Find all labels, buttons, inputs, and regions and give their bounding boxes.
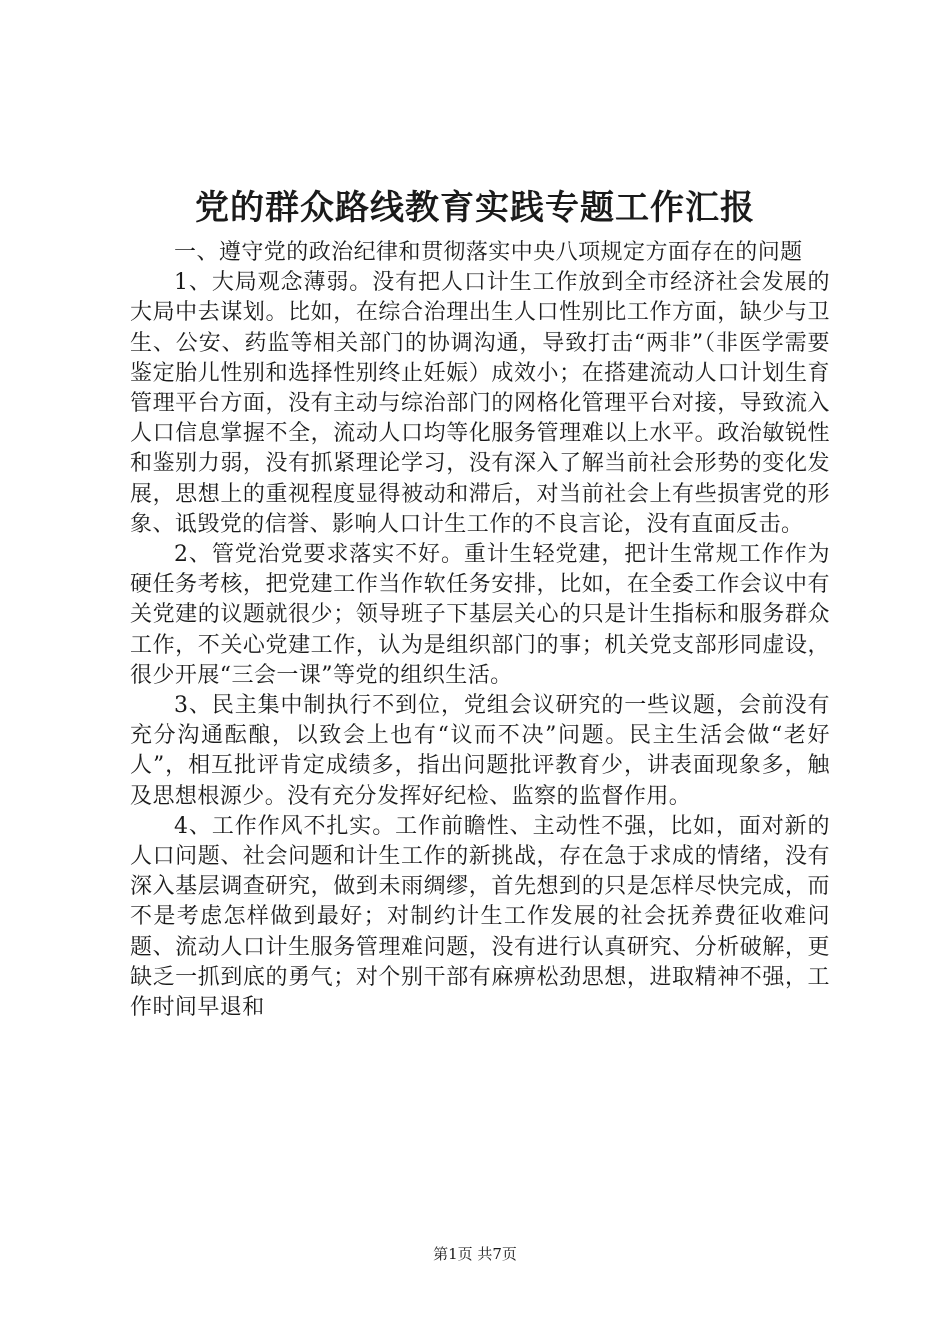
document-title: 党的群众路线教育实践专题工作汇报 bbox=[195, 188, 755, 228]
paragraph-item-2: 2、管党治党要求落实不好。重计生轻党建，把计生常规工作作为硬任务考核，把党建工作当作软任务安排，比如，在全委工作会议中有关党建的议题就很少；领导班子下基层关心的只是计生指标和服务群众工作，不关心党建工作，认为是组织部门的事；机关党支部形同虚设，很少开展“三会一课”等党的组织生活。 bbox=[130, 542, 830, 688]
paragraph-item-1: 1、大局观念薄弱。没有把人口计生工作放到全市经济社会发展的大局中去谋划。比如，在综合治理出生人口性别比工作方面，缺少与卫生、公安、药监等相关部门的协调沟通，导致打击“两非”（非医学需要鉴定胎儿性别和选择性别终止妊娠）成效小；在搭建流动人口计划生育管理平台方面，没有主动与综治部门的网格化管理平台对接，导致流入人口信息掌握不全，流动人口均等化服务管理难以上水平。政治敏锐性和鉴别力弱，没有抓紧理论学习，没有深入了解当前社会形势的变化发展，思想上的重视程度显得被动和滞后，对当前社会上有些损害党的形象、诋毁党的信誉、影响人口计生工作的不良言论，没有直面反击。 bbox=[130, 270, 830, 537]
paragraph-section-heading: 一、遵守党的政治纪律和贯彻落实中央八项规定方面存在的问题 bbox=[174, 240, 803, 265]
paragraph-item-3: 3、民主集中制执行不到位，党组会议研究的一些议题，会前没有充分沟通酝酿，以致会上也有“议而不决”问题。民主生活会做“老好人”，相互批评肯定成绩多，指出问题批评教育少，讲表面现象多，触及思想根源少。没有充分发挥好纪检、监察的监督作用。 bbox=[130, 693, 830, 809]
paragraph-item-4: 4、工作作风不扎实。工作前瞻性、主动性不强，比如，面对新的人口问题、社会问题和计生工作的新挑战，存在急于求成的情绪，没有深入基层调查研究，做到未雨绸缪，首先想到的只是怎样尽快完成，而不是考虑怎样做到最好；对制约计生工作发展的社会抚养费征收难问题、流动人口计生服务管理难问题，没有进行认真研究、分析破解，更缺乏一抓到底的勇气；对个别干部有麻痹松劲思想，进取精神不强，工作时间早退和 bbox=[130, 813, 830, 1021]
page-footer: 第1页 共7页 bbox=[433, 1245, 517, 1263]
document-body bbox=[130, 238, 830, 1023]
